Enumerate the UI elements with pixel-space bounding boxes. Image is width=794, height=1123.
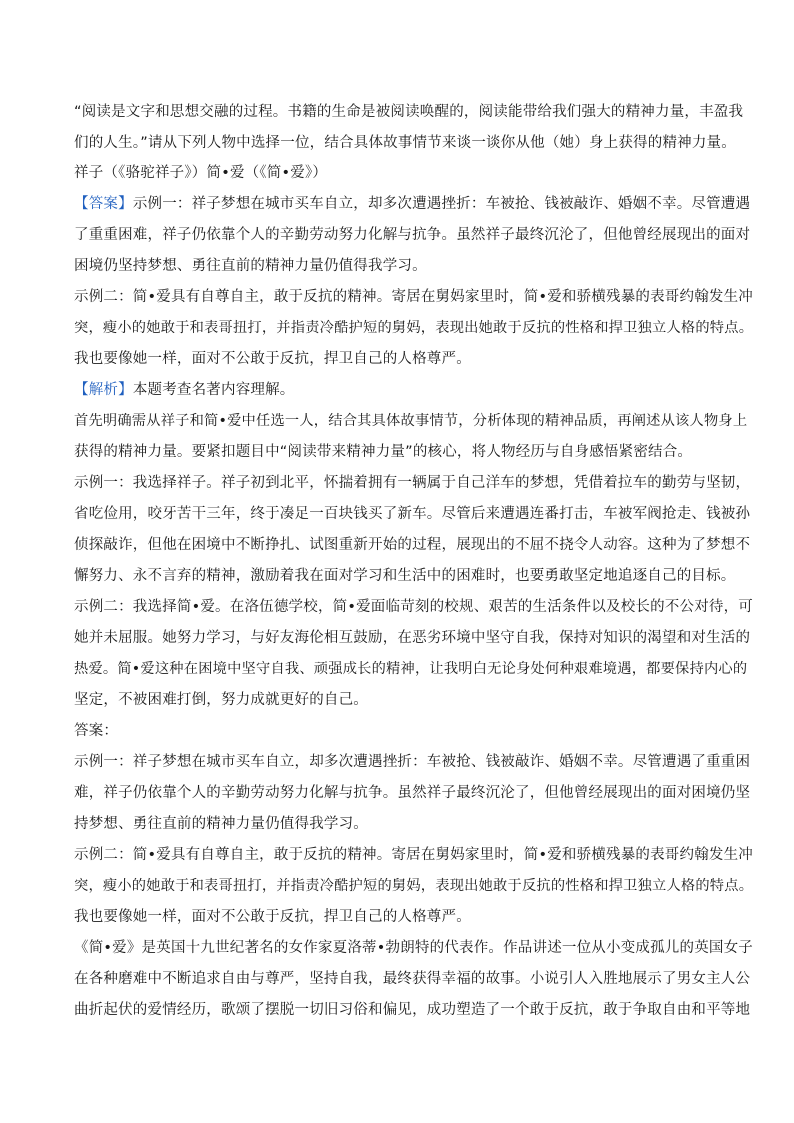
answer-line: 示例二：简•爱具有自尊自主，敢于反抗的精神。寄居在舅妈家里时，简•爱和骄横残暴的表哥约翰发生冲 (74, 289, 754, 305)
analysis-tag: 【解析】 (74, 382, 133, 398)
answer-line: 困境仍坚持梦想、勇往直前的精神力量仍值得我学习。 (74, 258, 427, 274)
answer-line: 突，瘦小的她敢于和表哥扭打，并指责冷酷护短的舅妈，表现出她敢于反抗的性格和捍卫独立人格的特点。 (74, 320, 754, 336)
analysis-line: 热爱。简•爱这种在困境中坚守自我、顽强成长的精神，让我明白无论身处何种艰难境遇，都要保持内心的 (74, 661, 748, 677)
answer-tag: 【答案】 (74, 196, 133, 212)
question-line-1: “阅读是文字和思想交融的过程。书籍的生命是被阅读唤醒的，阅读能带给我们强大的精神力量，丰盈我 (74, 104, 744, 120)
analysis-line: 她并未屈服。她努力学习，与好友海伦相互鼓励，在恶劣环境中坚守自我，保持对知识的渴望和对生活的 (74, 630, 751, 646)
answer-line: 我也要像她一样，面对不公敢于反抗，捍卫自己的人格尊严。 (74, 909, 471, 925)
book-intro-line: 在各种磨难中不断追求自由与尊严，坚持自我，最终获得幸福的故事。小说引人入胜地展示了男女主人公 (74, 971, 751, 987)
answer-line: 难，祥子仍依靠个人的辛勤劳动努力化解与抗争。虽然祥子最终沉沦了，但他曾经展现出的面对困境仍坚 (74, 785, 751, 801)
analysis-line: 示例二：我选择简•爱。在洛伍德学校，简•爱面临苛刻的校规、艰苦的生活条件以及校长的不公对待，可 (74, 599, 754, 615)
analysis-line: 首先明确需从祥子和简•爱中任选一人，结合其具体故事情节，分析体现的精神品质，再阐述从该人物身上 (74, 413, 748, 429)
question-options: 祥子（《骆驼祥子》）简•爱（《简•爱》） (74, 165, 328, 181)
book-intro-line: 《简•爱》是英国十九世纪著名的女作家夏洛蒂•勃朗特的代表作。作品讲述一位从小变成孤儿的英国女子 (74, 940, 754, 956)
answer-text: 示例一：祥子梦想在城市买车自立，却多次遭遇挫折：车被抢、钱被敲诈、婚姻不幸。尽管遭遇 (132, 196, 751, 212)
analysis-line: 获得的精神力量。要紧扣题目中“阅读带来精神力量”的核心，将人物经历与自身感悟紧密结合。 (74, 444, 693, 460)
analysis-first-line (74, 381, 295, 399)
analysis-line: 示例一：我选择祥子。祥子初到北平，怀揣着拥有一辆属于自己洋车的梦想，凭借着拉车的勤劳与坚韧， (74, 475, 751, 491)
answer-line: 持梦想、勇往直前的精神力量仍值得我学习。 (74, 816, 368, 832)
answer-line: 示例二：简•爱具有自尊自主，敢于反抗的精神。寄居在舅妈家里时，简•爱和骄横残暴的表哥约翰发生冲 (74, 847, 754, 863)
answer-line: 突，瘦小的她敢于和表哥扭打，并指责冷酷护短的舅妈，表现出她敢于反抗的性格和捍卫独立人格的特点。 (74, 878, 754, 894)
answer-first-line (74, 195, 750, 213)
analysis-line: 省吃俭用，咬牙苦干三年，终于凑足一百块钱买了新车。尽管后来遭遇连番打击，车被军阀抢走、钱被孙 (74, 506, 751, 522)
answer-line: 示例一：祥子梦想在城市买车自立，却多次遭遇挫折：车被抢、钱被敲诈、婚姻不幸。尽管遭遇了重重困 (74, 754, 751, 770)
book-intro-line: 曲折起伏的爱情经历，歌颂了摆脱一切旧习俗和偏见，成功塑造了一个敢于反抗，敢于争取自由和平等地 (74, 1002, 751, 1018)
answer-line: 了重重困难，祥子仍依靠个人的辛勤劳动努力化解与抗争。虽然祥子最终沉沦了，但他曾经展现出的面对 (74, 227, 751, 243)
analysis-line: 坚定，不被困难打倒，努力成就更好的自己。 (74, 692, 368, 708)
answer-line: 我也要像她一样，面对不公敢于反抗，捍卫自己的人格尊严。 (74, 351, 471, 367)
question-line-2: 们的人生。”请从下列人物中选择一位，结合具体故事情节来谈一谈你从他（她）身上获得的精神力量。 (74, 135, 736, 151)
analysis-text: 本题考查名著内容理解。 (132, 382, 295, 398)
answer-heading: 答案： (74, 723, 119, 739)
analysis-line: 懈努力、永不言弃的精神，激励着我在面对学习和生活中的困难时，也要勇敢坚定地追逐自己的目标。 (74, 568, 736, 584)
analysis-line: 侦探敲诈，但他在困境中不断挣扎、试图重新开始的过程，展现出的不屈不挠令人动容。这种为了梦想不 (74, 537, 751, 553)
